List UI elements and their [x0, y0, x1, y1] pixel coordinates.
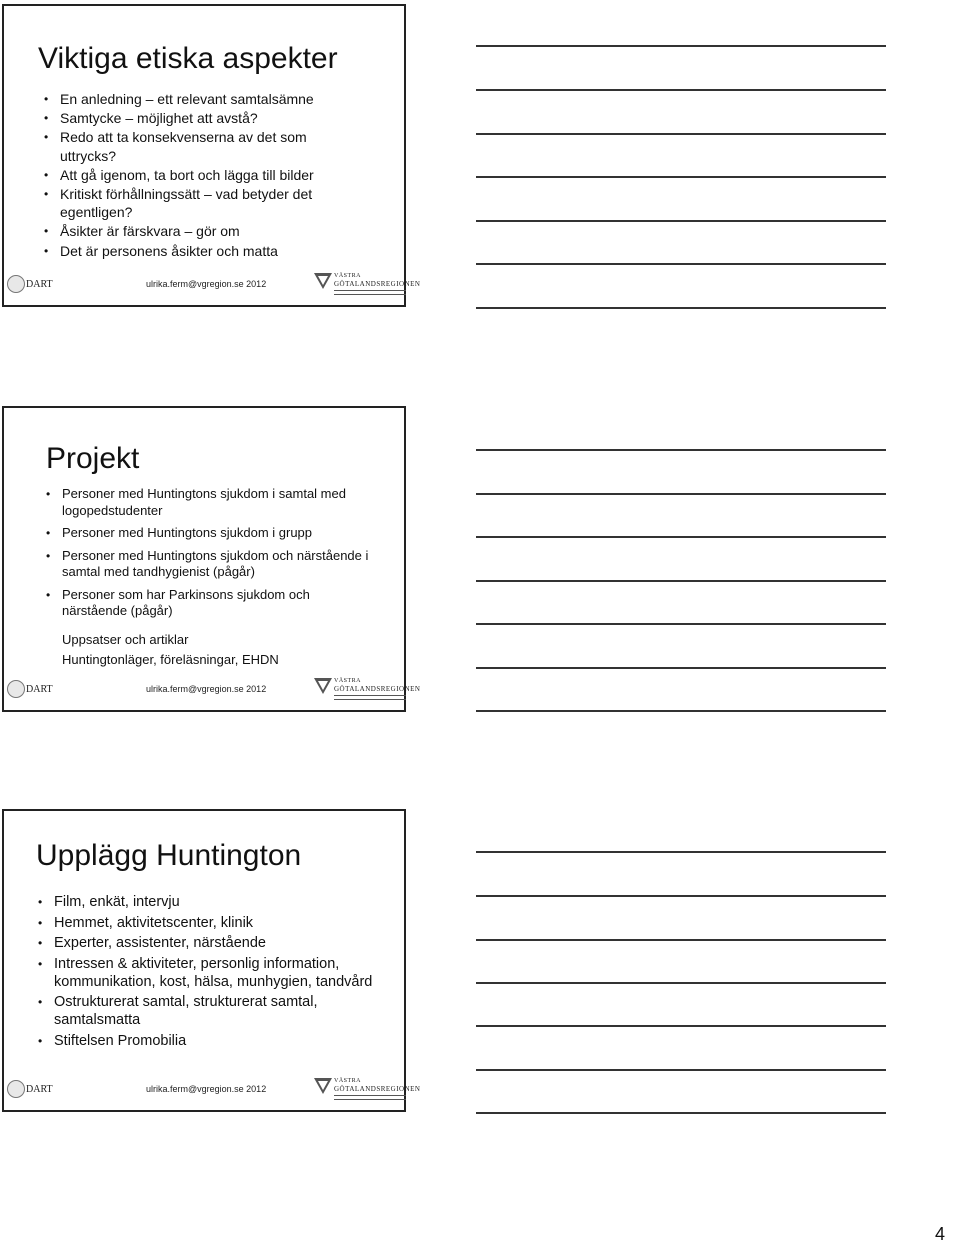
bullet-item: • Det är personens åsikter och matta: [42, 242, 362, 260]
note-line: [476, 176, 886, 178]
footer-email: ulrika.ferm@vgregion.se 2012: [146, 684, 267, 694]
slide-footer: [4, 672, 421, 710]
bullet-item: • Kritiskt förhållningssätt – vad betyder det egentligen?: [42, 185, 362, 221]
bullet-list: [44, 486, 374, 626]
slide-title: Viktiga etiska aspekter: [38, 42, 338, 75]
note-line: [476, 263, 886, 265]
slide-title: Projekt: [46, 442, 140, 475]
bullet-item: • En anledning – ett relevant samtalsämne: [42, 90, 362, 108]
bullet-item: • Personer med Huntingtons sjukdom i samtal med logopedstudenter: [44, 486, 374, 519]
vgr-logo: VÄSTRA GÖTALANDSREGIONEN: [314, 676, 406, 706]
page-number: 4: [935, 1224, 946, 1244]
vgr-logo: VÄSTRA GÖTALANDSREGIONEN: [314, 271, 406, 301]
note-line: [476, 449, 886, 451]
note-line: [476, 895, 886, 897]
bullet-item: • Ostrukturerat samtal, strukturerat samtal, samtalsmatta: [36, 993, 386, 1029]
note-line: [476, 133, 886, 135]
note-line: [476, 623, 886, 625]
note-line: [476, 493, 886, 495]
bullet-list: [36, 893, 386, 1052]
slide-footer: [4, 1072, 421, 1110]
bullet-item: • Experter, assistenter, närstående: [36, 934, 386, 952]
bullet-item: • Film, enkät, intervju: [36, 893, 386, 911]
plain-text: Uppsatser och artiklar: [62, 632, 189, 647]
note-line: [476, 1112, 886, 1114]
bullet-item: • Hemmet, aktivitetscenter, klinik: [36, 914, 386, 932]
note-line: [476, 307, 886, 309]
bullet-item: • Personer med Huntingtons sjukdom i grupp: [44, 525, 374, 542]
note-line: [476, 982, 886, 984]
note-line: [476, 89, 886, 91]
bullet-item: • Intressen & aktiviteter, personlig information, kommunikation, kost, hälsa, munhygien, tandvård: [36, 955, 386, 991]
note-line: [476, 45, 886, 47]
bullet-item: • Redo att ta konsekvenserna av det som uttrycks?: [42, 128, 362, 164]
note-line: [476, 580, 886, 582]
note-line: [476, 939, 886, 941]
note-line: [476, 667, 886, 669]
dart-logo: DART: [7, 680, 47, 700]
bullet-item: • Stiftelsen Promobilia: [36, 1032, 386, 1050]
note-line: [476, 1025, 886, 1027]
note-line: [476, 1069, 886, 1071]
dart-logo: DART: [7, 1080, 47, 1100]
dart-logo: DART: [7, 275, 47, 295]
bullet-item: • Samtycke – möjlighet att avstå?: [42, 109, 362, 127]
slide-upplagg-huntington: [2, 809, 421, 1112]
note-line: [476, 851, 886, 853]
bullet-list: [42, 90, 362, 261]
bullet-item: • Åsikter är färskvara – gör om: [42, 222, 362, 240]
slide-footer: [4, 267, 421, 305]
plain-text: Huntingtonläger, föreläsningar, EHDN: [62, 652, 279, 667]
note-line: [476, 710, 886, 712]
footer-email: ulrika.ferm@vgregion.se 2012: [146, 279, 267, 289]
note-line: [476, 536, 886, 538]
slide-viktiga-etiska-aspekter: [2, 4, 421, 307]
bullet-item: • Personer som har Parkinsons sjukdom och närstående (pågår): [44, 587, 374, 620]
slide-projekt: [2, 406, 421, 712]
note-line: [476, 220, 886, 222]
vgr-logo: VÄSTRA GÖTALANDSREGIONEN: [314, 1076, 406, 1106]
bullet-item: • Personer med Huntingtons sjukdom och närstående i samtal med tandhygienist (pågår): [44, 548, 374, 581]
bullet-item: • Att gå igenom, ta bort och lägga till bilder: [42, 166, 362, 184]
slide-title: Upplägg Huntington: [36, 839, 302, 872]
footer-email: ulrika.ferm@vgregion.se 2012: [146, 1084, 267, 1094]
